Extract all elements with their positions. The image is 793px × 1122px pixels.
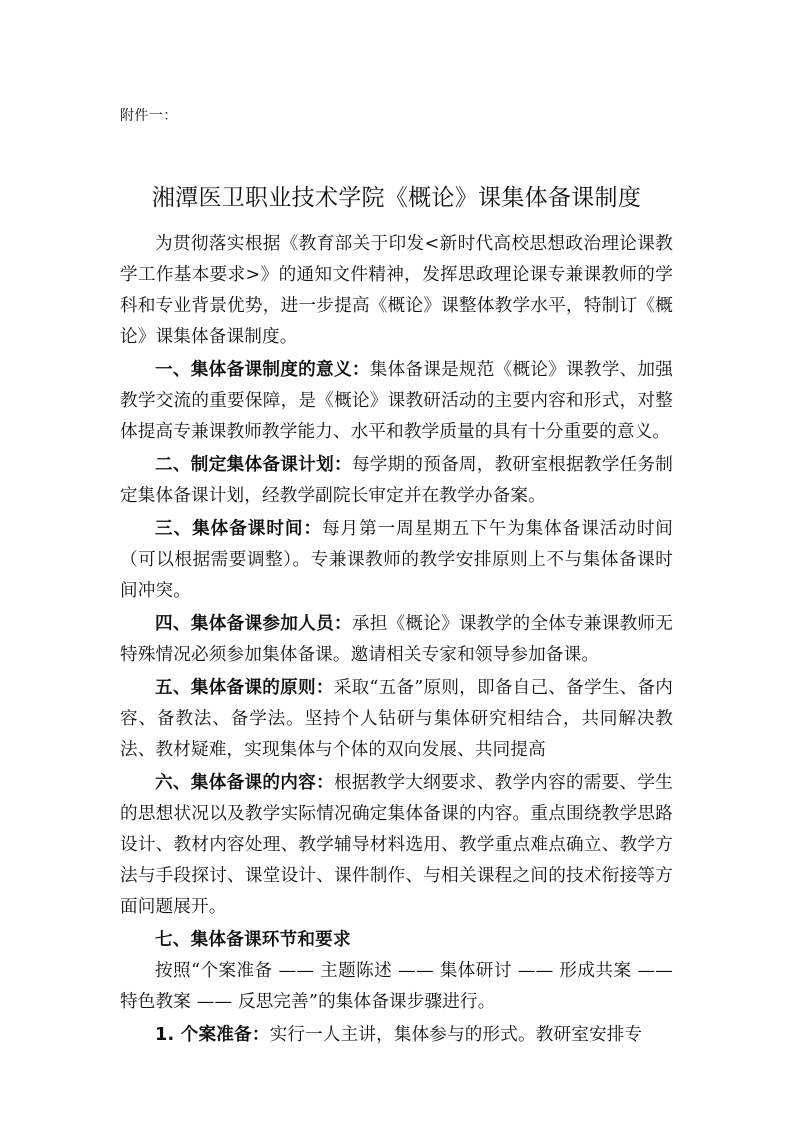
section-six-text: 根据教学大纲要求、教学内容的需要、学生的思想状况以及教学实际情况确定集体备课的内容。重点围绕教学思路设计、教材内容处理、教学辅导材料选用、教学重点难点确立、教学方法与手段探讨、课堂设计、课件制作、与相关课程之间的技术衔接等方面问题展开。 bbox=[120, 773, 673, 917]
section-six-paragraph bbox=[120, 768, 673, 923]
section-five-text: 采取“五备”原则，即备自己、备学生、备内容、备教法、备学法。坚持个人钻研与集体研究相结合，共同解决教法、教材疑难，实现集体与个体的双向发展、共同提高 bbox=[120, 678, 673, 760]
step-one-heading: 1. 个案准备： bbox=[155, 1025, 270, 1045]
section-one-heading: 一、集体备课制度的意义： bbox=[155, 360, 370, 380]
section-three-heading: 三、集体备课时间： bbox=[155, 519, 323, 539]
section-five-heading: 五、集体备课的原则： bbox=[155, 678, 334, 698]
section-seven-paragraph: 按照“个案准备 —— 主题陈述 —— 集体研讨 —— 形成共案 —— 特色教案 —— 反思完善”的集体备课步骤进行。 bbox=[120, 961, 673, 1012]
section-two-text: 每学期的预备周，教研室根据教学任务制定集体备课计划，经教学副院长审定并在教学办备案。 bbox=[120, 455, 674, 506]
section-six-heading: 六、集体备课的内容： bbox=[155, 773, 334, 793]
section-three-text: 每月第一周星期五下午为集体备课活动时间（可以根据需要调整）。专兼课教师的教学安排原则上不与集体备课时间冲突。 bbox=[120, 519, 673, 601]
section-seven-heading: 七、集体备课环节和要求 bbox=[155, 930, 351, 950]
section-four-paragraph bbox=[120, 609, 673, 671]
section-one-text: 集体备课是规范《概论》课教学、加强教学交流的重要保障，是《概论》课教研活动的主要内容和形式，对整体提高专兼课教师教学能力、水平和教学质量的具有十分重要的意义。 bbox=[120, 360, 673, 442]
section-five-paragraph bbox=[120, 673, 673, 766]
document-body bbox=[120, 229, 673, 1051]
attachment-label: 附件一： bbox=[120, 108, 178, 124]
section-four-text: 承担《概论》课教学的全体专兼课教师无特殊情况必须参加集体备课。邀请相关专家和领导参加备课。 bbox=[120, 614, 674, 665]
section-two-heading: 二、制定集体备课计划： bbox=[155, 455, 352, 475]
section-two-paragraph bbox=[120, 450, 673, 512]
section-one-paragraph bbox=[120, 355, 673, 448]
section-three-paragraph bbox=[120, 514, 673, 607]
document-title: 湘潭医卫职业技术学院《概论》课集体备课制度 bbox=[151, 185, 642, 212]
step-one-text: 实行一人主讲，集体参与的形式。教研室安排专 bbox=[269, 1025, 643, 1045]
section-four-heading: 四、集体备课参加人员： bbox=[155, 614, 352, 634]
intro-paragraph: 为贯彻落实根据《教育部关于印发<新时代高校思想政治理论课教学工作基本要求>》的通知文件精神，发挥思政理论课专兼课教师的学科和专业背景优势，进一步提高《概论》课整体教学水平，特制订《概论》课集体备课制度。 bbox=[120, 234, 673, 347]
step-one-paragraph bbox=[120, 1020, 673, 1051]
